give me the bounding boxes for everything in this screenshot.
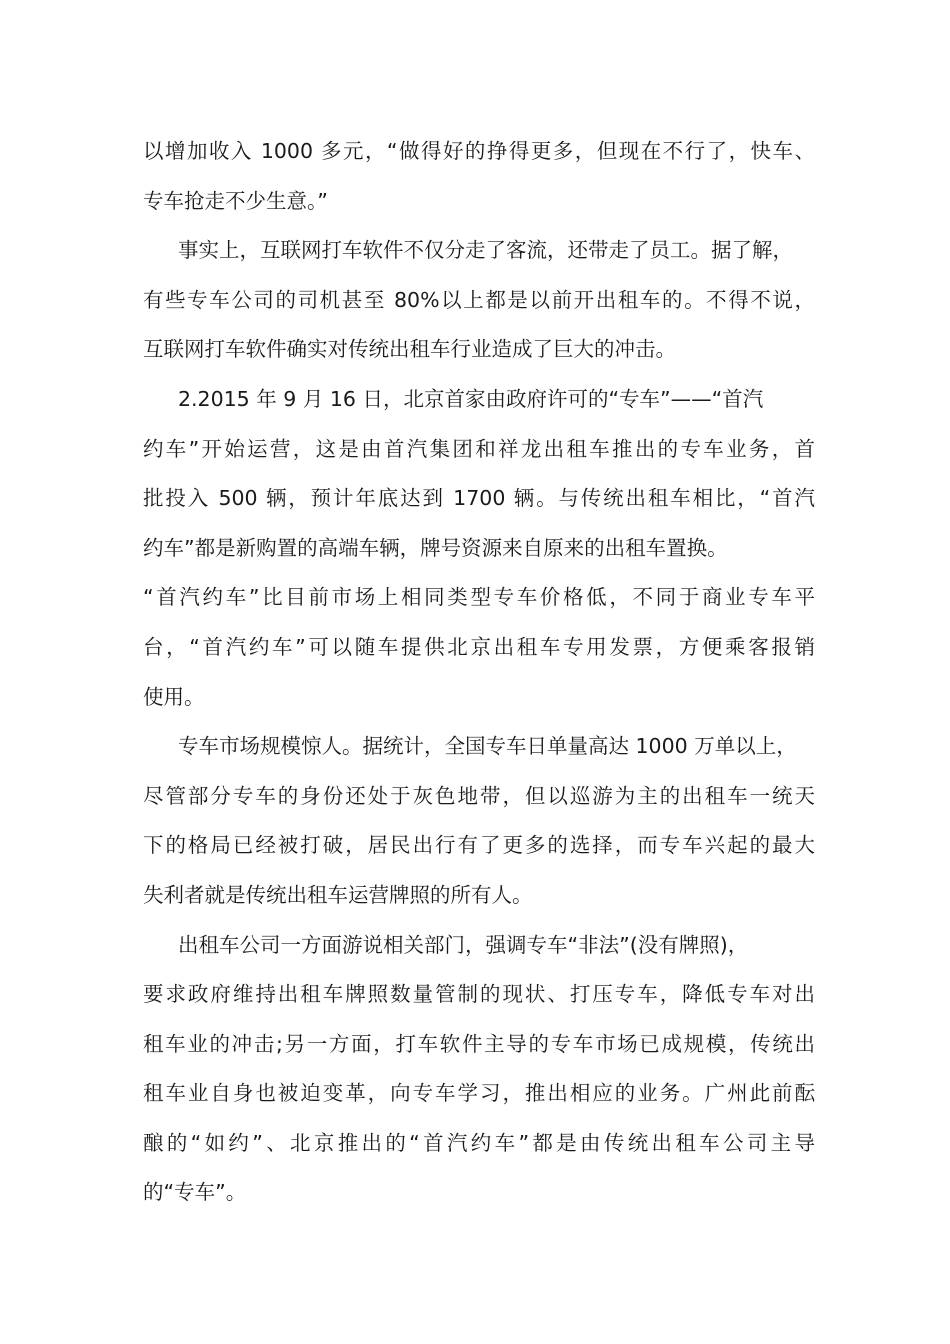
text-line: 台，“首汽约车”可以随车提供北京出租车专用发票，方便乘客报销 bbox=[143, 634, 815, 659]
text-line: 约车”开始运营，这是由首汽集团和祥龙出租车推出的专车业务，首 bbox=[143, 436, 815, 461]
text-line: 失利者就是传统出租车运营牌照的所有人。 bbox=[143, 882, 533, 907]
text-line: 租车业自身也被迫变革，向专车学习，推出相应的业务。广州此前酝 bbox=[143, 1081, 815, 1106]
text-line: 专车抢走不少生意。” bbox=[143, 188, 328, 213]
text-line: 要求政府维持出租车牌照数量管制的现状、打压专车，降低专车对出 bbox=[143, 982, 815, 1007]
paragraph-start-line: 2.2015 年 9 月 16 日，北京首家由政府许可的“专车”——“首汽 bbox=[178, 386, 764, 411]
text-line: 租车业的冲击;另一方面，打车软件主导的专车市场已成规模，传统出 bbox=[143, 1031, 815, 1056]
body-text bbox=[143, 127, 815, 1218]
text-line: 使用。 bbox=[143, 684, 205, 709]
text-line: 下的格局已经被打破，居民出行有了更多的选择，而专车兴起的最大 bbox=[143, 833, 815, 858]
text-line: 有些专车公司的司机甚至 80%以上都是以前开出租车的。不得不说， bbox=[143, 287, 815, 312]
text-line: 批投入 500 辆，预计年底达到 1700 辆。与传统出租车相比，“首汽 bbox=[143, 486, 815, 511]
paragraph-start-line: 事实上，互联网打车软件不仅分走了客流，还带走了员工。据了解， bbox=[178, 238, 793, 263]
text-line: 以增加收入 1000 多元，“做得好的挣得更多，但现在不行了，快车、 bbox=[143, 139, 815, 163]
text-line: 尽管部分专车的身份还处于灰色地带，但以巡游为主的出租车一统天 bbox=[143, 783, 815, 808]
text-line: “首汽约车”比目前市场上相同类型专车价格低，不同于商业专车平 bbox=[143, 585, 815, 610]
text-line: 酿的“如约”、北京推出的“首汽约车”都是由传统出租车公司主导 bbox=[143, 1130, 815, 1155]
paragraph-start-line: 专车市场规模惊人。据统计，全国专车日单量高达 1000 万单以上， bbox=[178, 734, 797, 759]
text-line: 约车”都是新购置的高端车辆，牌号资源来自原来的出租车置换。 bbox=[143, 535, 728, 560]
paragraph-start-line: 出租车公司一方面游说相关部门，强调专车“非法”(没有牌照)， bbox=[178, 932, 749, 957]
text-line: 的“专车”。 bbox=[143, 1180, 247, 1205]
text-line: 互联网打车软件确实对传统出租车行业造成了巨大的冲击。 bbox=[143, 337, 676, 362]
